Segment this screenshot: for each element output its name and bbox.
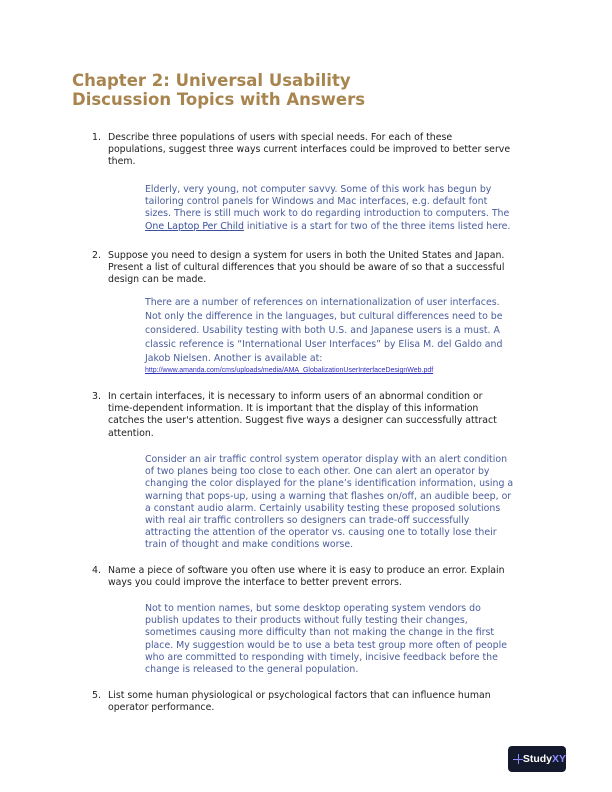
question-line: time-dependent information. It is important that the display of this information <box>108 403 479 415</box>
answer-line: who are committed to responding with timely, incisive feedback before the <box>145 651 498 663</box>
answer-line: Jakob Nielsen. Another is available at: <box>145 353 323 364</box>
question-number: 3. <box>92 391 101 402</box>
answer-line: initiative is a start for two of the three items listed here. <box>243 220 511 232</box>
question-3 <box>92 391 497 440</box>
title-line: Discussion Topics with Answers <box>72 90 366 109</box>
brand-text: Study <box>522 753 552 765</box>
question-2 <box>92 250 504 287</box>
answer-2 <box>145 296 503 376</box>
question-line: Describe three populations of users with special needs. For each of these <box>108 132 453 143</box>
page-title <box>72 71 365 109</box>
answer-line: Not only the difference in the languages, but cultural differences need to be <box>145 311 503 322</box>
question-number: 5. <box>92 690 101 701</box>
question-line: operator performance. <box>108 702 215 714</box>
answer-line: classic reference is “International User Interfaces” by Elisa M. del Galdo and <box>145 339 503 350</box>
question-1 <box>92 132 510 169</box>
answer-line: attracting the attention of the operator vs. causing one to totally lose their <box>145 527 497 539</box>
question-line: In certain interfaces, it is necessary to inform users of an abnormal condition or <box>108 391 483 402</box>
question-line: ways you could improve the interface to better prevent errors. <box>108 577 402 589</box>
question-number: 4. <box>92 565 101 576</box>
answer-line: change is released to the general population. <box>145 664 359 676</box>
answer-line: Not to mention names, but some desktop operating system vendors do <box>145 603 481 614</box>
answer-line: changing the color displayed for the plane’s identification information, using a <box>145 478 514 490</box>
question-line: Name a piece of software you often use where it is easy to produce an error. Explain <box>108 565 505 576</box>
answer-line: considered. Usability testing with both U.S. and Japanese users is a must. A <box>145 325 500 336</box>
question-line: attention. <box>108 427 154 439</box>
answer-line: train of thought and make conditions worse. <box>145 539 354 551</box>
answer-line: a constant audio alarm. Certainly usability testing these proposed solutions <box>145 502 501 514</box>
answer-line: sizes. There is still much work to do regarding introduction to computers. The <box>145 208 510 220</box>
answer-line: warning that pops-up, using a warning that flashes on/off, an audible beep, or <box>145 490 512 502</box>
olpc-link[interactable]: One Laptop Per Child <box>145 220 244 232</box>
answer-4 <box>145 603 507 676</box>
studyxy-badge[interactable] <box>508 746 566 772</box>
question-number: 2. <box>92 250 101 261</box>
title-line: Chapter 2: Universal Usability <box>72 71 351 90</box>
reference-url-link[interactable]: http://www.amanda.com/cms/uploads/media/AMA_GlobalizationUserInterfaceDesignWeb.pdf <box>145 367 434 374</box>
answer-line: sometimes causing more difficulty than not making the change in the first <box>145 627 495 639</box>
question-line: List some human physiological or psychological factors that can influence human <box>108 690 491 701</box>
answer-line: place. My suggestion would be to use a beta test group more often of people <box>145 639 507 651</box>
question-line: Suppose you need to design a system for users in both the United States and Japan. <box>108 250 505 261</box>
answer-line: Elderly, very young, not computer savvy. Some of this work has begun by <box>145 184 492 195</box>
question-line: Present a list of cultural differences that you should be aware of so that a successful <box>108 262 505 274</box>
question-line: catches the user's attention. Suggest five ways a designer can successfully attract <box>108 415 497 427</box>
question-line: them. <box>108 156 136 168</box>
answer-line: with real air traffic controllers so designers can trade-off successfully <box>145 515 470 527</box>
question-line: design can be made. <box>108 274 207 286</box>
answer-line: tailoring control panels for Windows and Mac interfaces, e.g. default font <box>145 196 488 208</box>
brand-accent-text: XY <box>551 753 566 765</box>
plus-icon <box>513 754 519 764</box>
question-5 <box>92 690 491 714</box>
brand-name <box>523 753 566 765</box>
question-number: 1. <box>92 132 101 143</box>
answer-3 <box>145 454 513 552</box>
answer-line: There are a number of references on internationalization of user interfaces. <box>145 297 500 308</box>
answer-line: Consider an air traffic control system operator display with an alert condition <box>145 454 508 465</box>
answer-line: of two planes being too close to each other. One can alert an operator by <box>145 466 490 478</box>
question-line: populations, suggest three ways current interfaces could be improved to better serve <box>108 144 511 156</box>
answer-line: publish updates to their products without fully testing their changes, <box>145 615 468 627</box>
answer-1 <box>145 184 510 233</box>
question-4 <box>92 565 505 589</box>
